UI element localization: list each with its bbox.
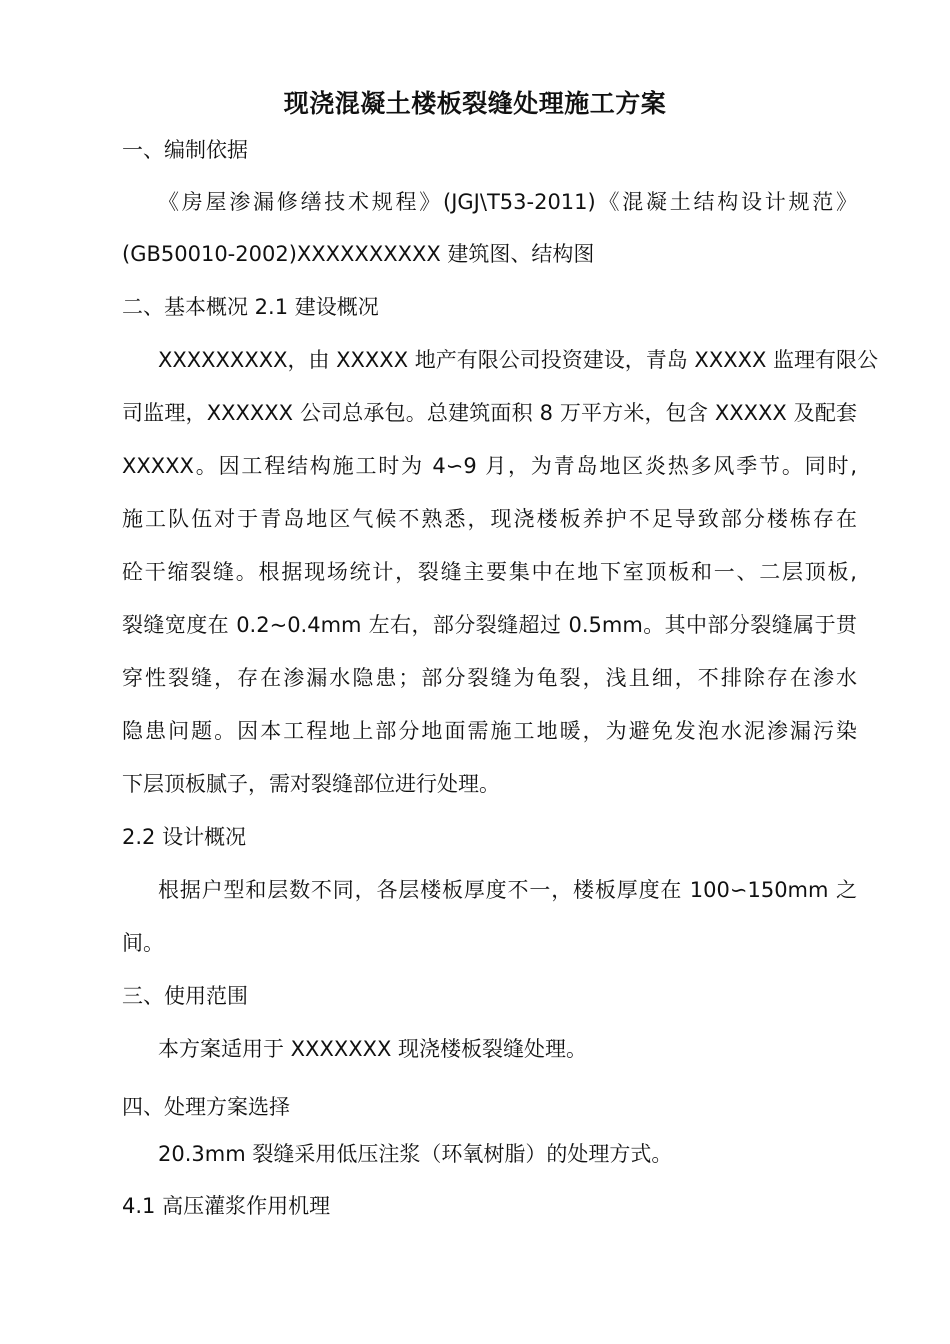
section-heading-scope: 三、使用范围 [122,984,248,1008]
overview-line-8: 隐患问题。因本工程地上部分地面需施工地暖，为避免发泡水泥渗漏污染 [122,719,857,743]
subheading-grouting-mechanism: 4.1 高压灌浆作用机理 [122,1194,331,1218]
scope-line: 本方案适用于 XXXXXXX 现浇楼板裂缝处理。 [158,1037,588,1061]
basis-line-2: (GB50010-2002)XXXXXXXXXX 建筑图、结构图 [122,242,595,266]
overview-line-9: 下层顶板腻子，需对裂缝部位进行处理。 [122,772,500,796]
overview-line-5: 砼干缩裂缝。根据现场统计，裂缝主要集中在地下室顶板和一、二层顶板, [122,560,857,584]
section-heading-treatment: 四、处理方案选择 [122,1095,290,1119]
section-heading-basis: 一、编制依据 [122,138,248,162]
overview-line-1: XXXXXXXXX，由 XXXXX 地产有限公司投资建设，青岛 XXXXX 监理有限公 [158,348,879,372]
treatment-line: 20.3mm 裂缝采用低压注浆（环氧树脂）的处理方式。 [158,1142,673,1166]
overview-line-7: 穿性裂缝，存在渗漏水隐患；部分裂缝为龟裂，浅且细，不排除存在渗水 [122,666,857,690]
overview-line-3: XXXXX。因工程结构施工时为 4∽9 月，为青岛地区炎热多风季节。同时, [122,454,857,478]
design-line-2: 间。 [122,931,164,955]
basis-line-1: 《房屋渗漏修缮技术规程》(JGJ\T53-2011)《混凝土结构设计规范》 [158,190,857,214]
document-title: 现浇混凝土楼板裂缝处理施工方案 [283,89,667,118]
design-line-1: 根据户型和层数不同，各层楼板厚度不一，楼板厚度在 100∽150mm 之 [158,878,857,902]
overview-line-2: 司监理，XXXXXX 公司总承包。总建筑面积 8 万平方米，包含 XXXXX 及配套 [122,401,857,425]
subheading-design: 2.2 设计概况 [122,825,247,849]
overview-line-6: 裂缝宽度在 0.2~0.4mm 左右，部分裂缝超过 0.5mm。其中部分裂缝属于贯 [122,613,857,637]
section-heading-overview: 二、基本概况 2.1 建设概况 [122,295,379,319]
overview-line-4: 施工队伍对于青岛地区气候不熟悉，现浇楼板养护不足导致部分楼栋存在 [122,507,857,531]
